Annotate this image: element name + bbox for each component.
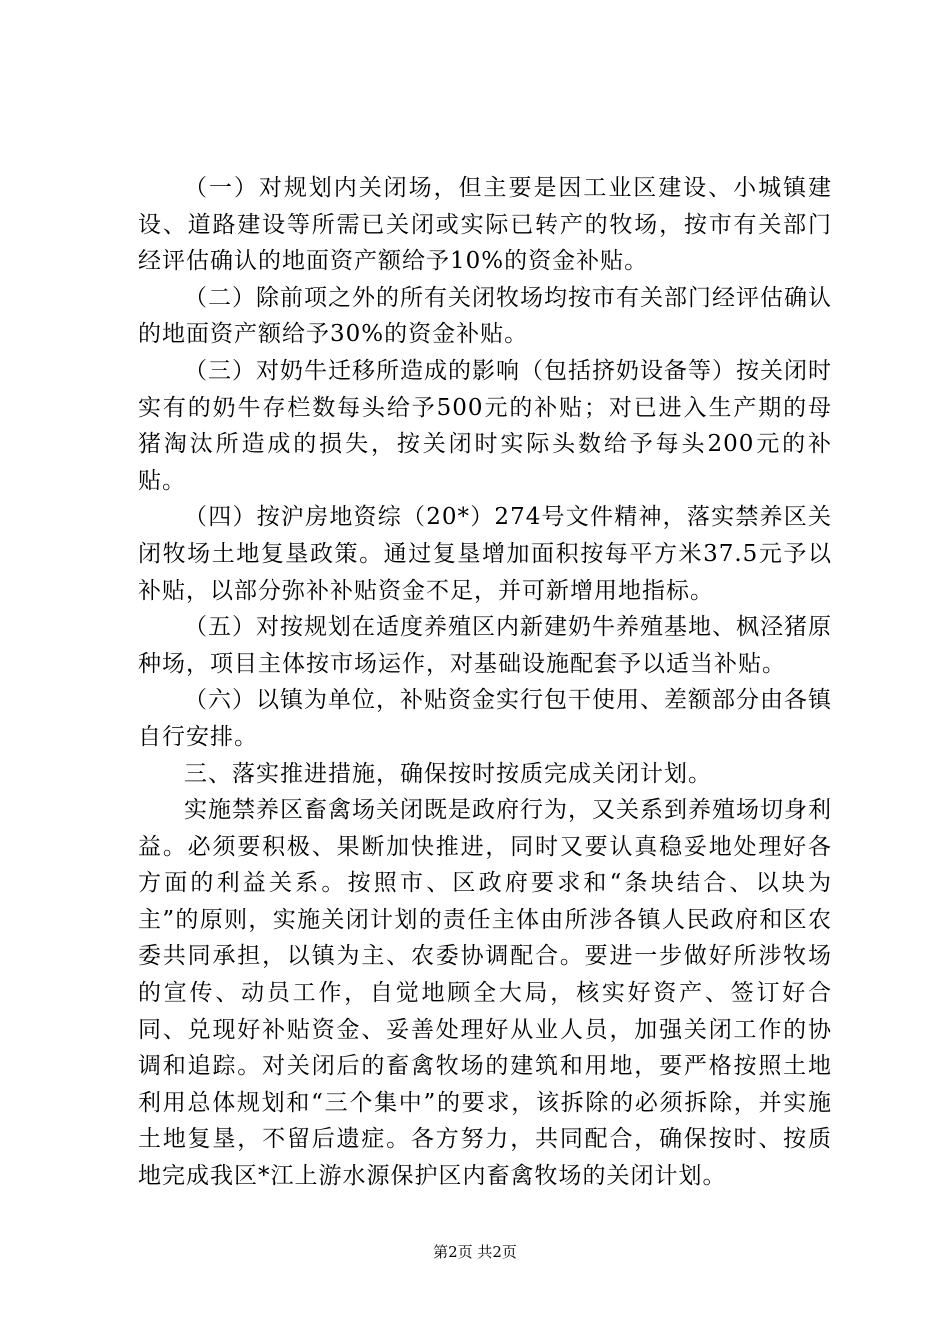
paragraph-subsidy-5: （五）对按规划在适度养殖区内新建奶牛养殖基地、枫泾猪原种场，项目主体按市场运作，对基础设施配套予以适当补贴。 <box>138 614 832 677</box>
paragraph-subsidy-3: （三）对奶牛迁移所造成的影响（包括挤奶设备等）按关闭时实有的奶牛存栏数每头给予500元的补贴；对已进入生产期的母猪淘汰所造成的损失，按关闭时实际头数给予每头200元的补贴。 <box>138 357 832 494</box>
paragraph-subsidy-1: （一）对规划内关闭场，但主要是因工业区建设、小城镇建设、道路建设等所需已关闭或实际已转产的牧场，按市有关部门经评估确认的地面资产额给予10%的资金补贴。 <box>138 175 832 275</box>
paragraph-measures: 实施禁养区畜禽场关闭既是政府行为，又关系到养殖场切身利益。必须要积极、果断加快推进，同时又要认真稳妥地处理好各方面的利益关系。按照市、区政府要求和“条块结合、以块为主”的原则，实施关闭计划的责任主体由所涉各镇人民政府和区农委共同承担，以镇为主、农委协调配合。要进一步做好所涉牧场的宣传、动员工作，自觉地顾全大局，核实好资产、签订好合同、兑现好补贴资金、妥善处理好从业人员，加强关闭工作的协调和追踪。对关闭后的畜禽牧场的建筑和用地，要严格按照土地利用总体规划和“三个集中”的要求，该拆除的必须拆除，并实施土地复垦，不留后遗症。各方努力，共同配合，确保按时、按质地完成我区*江上游水源保护区内畜禽牧场的关闭计划。 <box>138 797 832 1190</box>
paragraph-subsidy-4: （四）按沪房地资综（20*）274号文件精神，落实禁养区关闭牧场土地复垦政策。通过复垦增加面积按每平方米37.5元予以补贴，以部分弥补补贴资金不足，并可新增用地指标。 <box>138 504 832 604</box>
document-body <box>138 170 832 1195</box>
section-heading-3: 三、落实推进措施，确保按时按质完成关闭计划。 <box>184 760 712 787</box>
paragraph-subsidy-6: （六）以镇为单位，补贴资金实行包干使用、差额部分由各镇自行安排。 <box>138 687 832 750</box>
paragraph-subsidy-2: （二）除前项之外的所有关闭牧场均按市有关部门经评估确认的地面资产额给予30%的资金补贴。 <box>138 284 832 348</box>
page-footer: 第2页 共2页 <box>433 1243 517 1261</box>
